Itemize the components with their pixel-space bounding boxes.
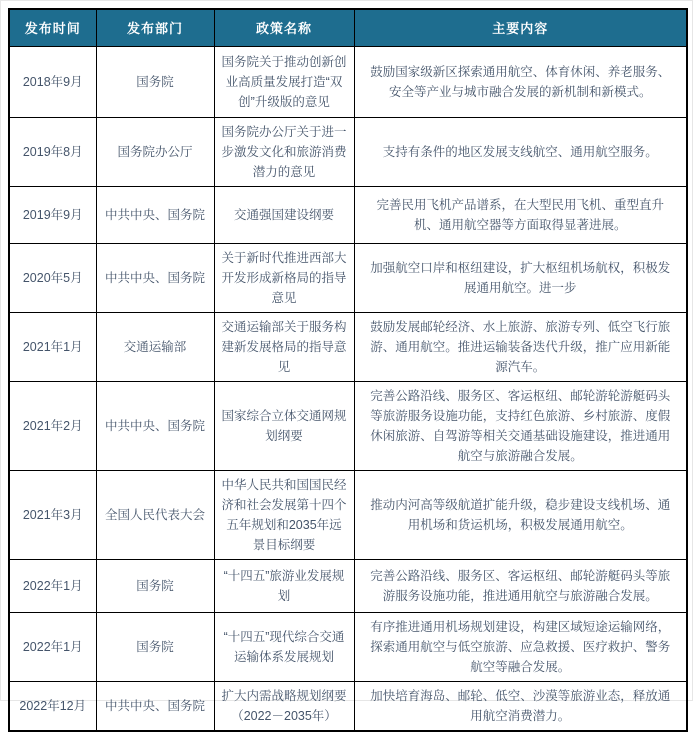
- cell-publish-dept: 交通运输部: [96, 312, 214, 381]
- cell-publish-dept: 中共中央、国务院: [96, 381, 214, 470]
- cell-main-content: 支持有条件的地区发展支线航空、通用航空服务。: [354, 117, 687, 186]
- cell-publish-date: 2020年5月: [9, 243, 96, 312]
- cell-policy-name: 交通运输部关于服务构建新发展格局的指导意见: [214, 312, 354, 381]
- table-row: [9, 612, 687, 681]
- table-row: [9, 381, 687, 470]
- cell-main-content: 完善公路沿线、服务区、客运枢纽、邮轮游艇码头等旅游服务设施功能，推进通用航空与旅游融合发展。: [354, 559, 687, 612]
- col-header-publish-dept: 发布部门: [96, 9, 214, 46]
- cell-main-content: 加强航空口岸和枢纽建设，扩大枢纽机场航权，积极发展通用航空。进一步: [354, 243, 687, 312]
- table-row: [9, 46, 687, 117]
- cell-main-content: 推动内河高等级航道扩能升级，稳步建设支线机场、通用机场和货运机场，积极发展通用航空。: [354, 470, 687, 559]
- cell-publish-dept: 全国人民代表大会: [96, 470, 214, 559]
- cell-main-content: 完善公路沿线、服务区、客运枢纽、邮轮游轮游艇码头等旅游服务设施功能，支持红色旅游、乡村旅游、度假休闲旅游、自驾游等相关交通基础设施建设，推进通用航空与旅游融合发展。: [354, 381, 687, 470]
- cell-publish-dept: 国务院: [96, 612, 214, 681]
- table-row: [9, 559, 687, 612]
- cell-publish-date: 2022年1月: [9, 612, 96, 681]
- table-row: [9, 312, 687, 381]
- col-header-policy-name: 政策名称: [214, 9, 354, 46]
- cell-publish-dept: 中共中央、国务院: [96, 186, 214, 243]
- cell-publish-date: 2019年8月: [9, 117, 96, 186]
- cell-policy-name: 中华人民共和国国民经济和社会发展第十四个五年规划和2035年远景目标纲要: [214, 470, 354, 559]
- table-row: [9, 186, 687, 243]
- cell-publish-date: 2022年12月: [9, 681, 96, 731]
- cell-publish-date: 2021年2月: [9, 381, 96, 470]
- cell-policy-name: “十四五”旅游业发展规划: [214, 559, 354, 612]
- cell-policy-name: 关于新时代推进西部大开发形成新格局的指导意见: [214, 243, 354, 312]
- cell-policy-name: 国家综合立体交通网规划纲要: [214, 381, 354, 470]
- cell-main-content: 鼓励发展邮轮经济、水上旅游、旅游专列、低空飞行旅游、通用航空。推进运输装备迭代升级，推广应用新能源汽车。: [354, 312, 687, 381]
- cell-main-content: 鼓励国家级新区探索通用航空、体育休闲、养老服务、安全等产业与城市融合发展的新机制和新模式。: [354, 46, 687, 117]
- table-row: [9, 243, 687, 312]
- cell-main-content: 有序推进通用机场规划建设，构建区域短途运输网络，探索通用航空与低空旅游、应急救援、医疗救护、警务航空等融合发展。: [354, 612, 687, 681]
- cell-publish-date: 2021年3月: [9, 470, 96, 559]
- policy-table: [8, 8, 688, 732]
- cell-publish-date: 2021年1月: [9, 312, 96, 381]
- cell-main-content: 完善民用飞机产品谱系，在大型民用飞机、重型直升机、通用航空器等方面取得显著进展。: [354, 186, 687, 243]
- col-header-publish-date: 发布时间: [9, 9, 96, 46]
- cell-publish-date: 2018年9月: [9, 46, 96, 117]
- cell-publish-date: 2022年1月: [9, 559, 96, 612]
- col-header-main-content: 主要内容: [354, 9, 687, 46]
- table-row: [9, 681, 687, 731]
- cell-main-content: 加快培育海岛、邮轮、低空、沙漠等旅游业态，释放通用航空消费潜力。: [354, 681, 687, 731]
- cell-publish-dept: 国务院: [96, 46, 214, 117]
- cell-policy-name: 扩大内需战略规划纲要（2022－2035年）: [214, 681, 354, 731]
- table-row: [9, 470, 687, 559]
- cell-policy-name: 国务院办公厅关于进一步激发文化和旅游消费潜力的意见: [214, 117, 354, 186]
- table-row: [9, 117, 687, 186]
- cell-policy-name: 国务院关于推动创新创业高质量发展打造“双创”升级版的意见: [214, 46, 354, 117]
- cell-policy-name: “十四五”现代综合交通运输体系发展规划: [214, 612, 354, 681]
- cell-publish-dept: 中共中央、国务院: [96, 681, 214, 731]
- table-body: [9, 46, 687, 731]
- cell-policy-name: 交通强国建设纲要: [214, 186, 354, 243]
- cell-publish-dept: 中共中央、国务院: [96, 243, 214, 312]
- cell-publish-date: 2019年9月: [9, 186, 96, 243]
- cell-publish-dept: 国务院: [96, 559, 214, 612]
- header-row: [9, 9, 687, 46]
- cell-publish-dept: 国务院办公厅: [96, 117, 214, 186]
